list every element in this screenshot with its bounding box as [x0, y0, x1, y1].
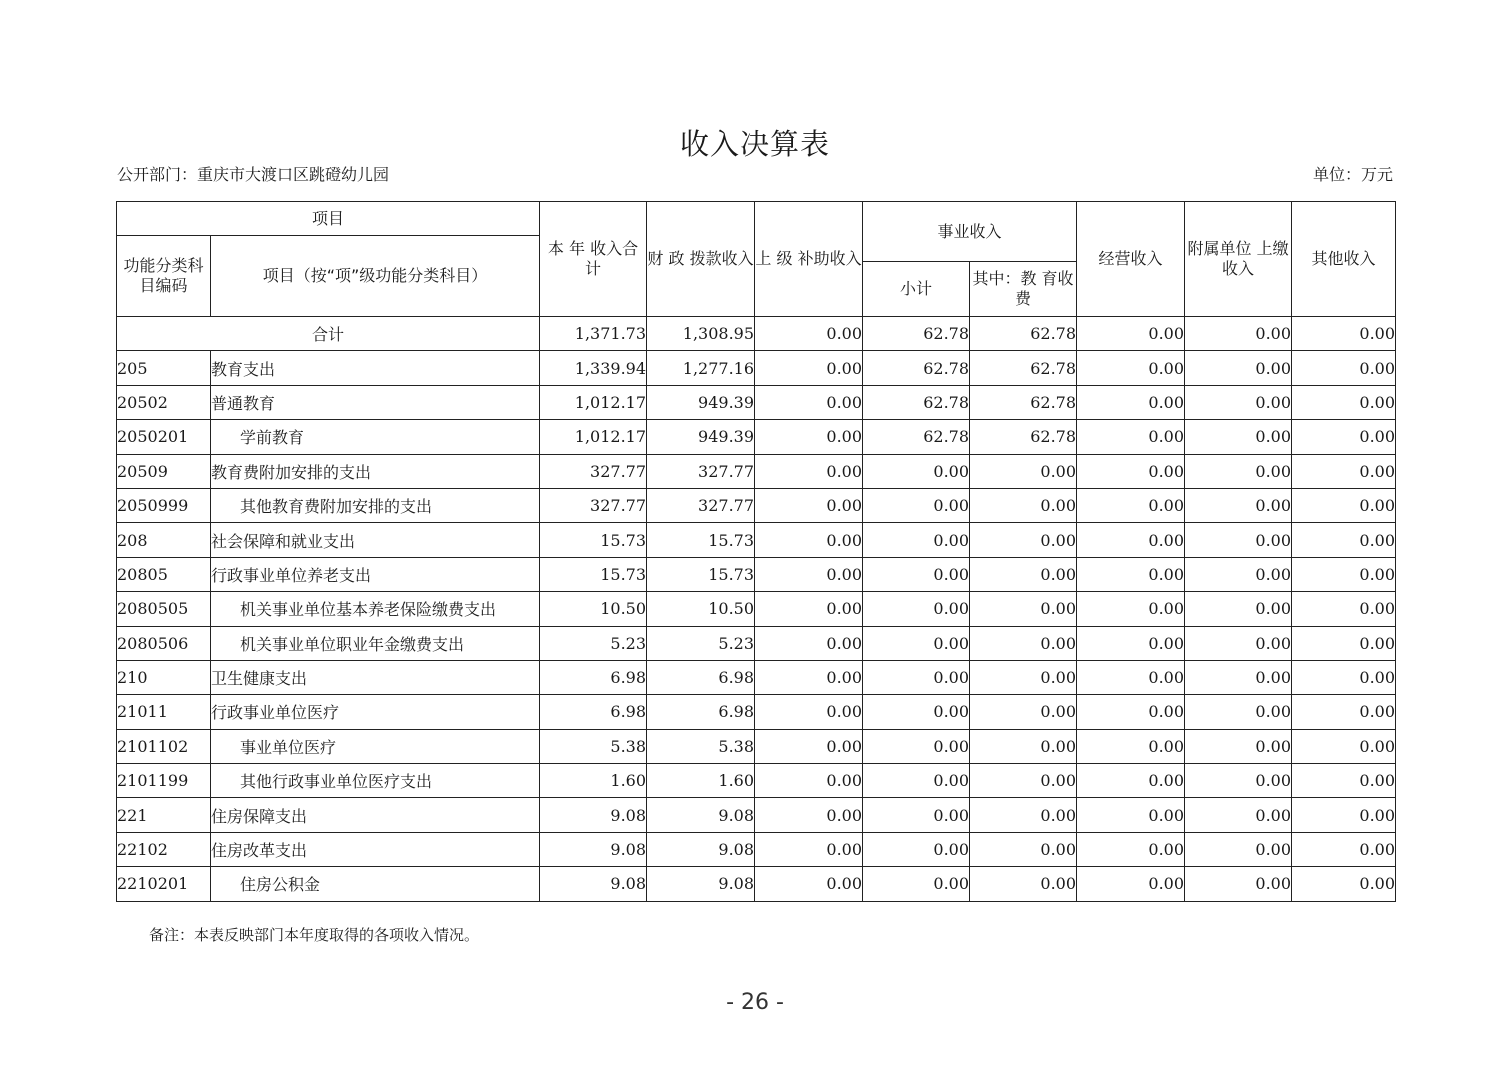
- table-row: [117, 695, 1396, 729]
- value-cell: 10.50: [540, 592, 647, 626]
- value-cell: 0.00: [1292, 798, 1396, 832]
- value-cell: 0.00: [970, 695, 1077, 729]
- value-cell: 0.00: [1185, 454, 1292, 488]
- value-cell: 0.00: [1185, 798, 1292, 832]
- function-code-cell: 210: [117, 660, 211, 694]
- value-cell: 9.08: [647, 832, 755, 866]
- value-cell: 0.00: [1185, 385, 1292, 419]
- value-cell: 0.00: [1185, 592, 1292, 626]
- function-code-cell: 221: [117, 798, 211, 832]
- value-cell: 0.00: [970, 523, 1077, 557]
- value-cell: 0.00: [863, 729, 970, 763]
- value-cell: 0.00: [863, 867, 970, 901]
- value-cell: 0.00: [970, 592, 1077, 626]
- value-cell: 0.00: [1185, 557, 1292, 591]
- value-cell: 0.00: [1077, 420, 1185, 454]
- value-cell: 6.98: [540, 660, 647, 694]
- item-name-cell: 机关事业单位职业年金缴费支出: [211, 626, 540, 660]
- function-code-cell: 20805: [117, 557, 211, 591]
- item-name-cell: 行政事业单位医疗: [211, 695, 540, 729]
- table-row: [117, 454, 1396, 488]
- header-subtotal: 小计: [863, 262, 970, 317]
- value-cell: 0.00: [1292, 592, 1396, 626]
- value-cell: 15.73: [647, 523, 755, 557]
- value-cell: 0.00: [755, 798, 863, 832]
- header-function-code: 功能分类科目编码: [117, 236, 211, 317]
- value-cell: 0.00: [755, 764, 863, 798]
- value-cell: 0.00: [1185, 626, 1292, 660]
- value-cell: 5.23: [647, 626, 755, 660]
- value-cell: 9.08: [540, 798, 647, 832]
- value-cell: 0.00: [863, 798, 970, 832]
- item-name-cell: 卫生健康支出: [211, 660, 540, 694]
- value-cell: 0.00: [970, 764, 1077, 798]
- value-cell: 0.00: [863, 695, 970, 729]
- value-cell: 1,012.17: [540, 420, 647, 454]
- header-item-name: 项目（按“项”级功能分类科目）: [211, 236, 540, 317]
- department-label: 公开部门：重庆市大渡口区跳磴幼儿园: [117, 165, 390, 184]
- value-cell: 0.00: [1292, 385, 1396, 419]
- function-code-cell: 205: [117, 351, 211, 385]
- item-name-cell: 住房改革支出: [211, 832, 540, 866]
- header-item-group: 项目: [117, 202, 540, 236]
- item-name-cell: 其他教育费附加安排的支出: [211, 488, 540, 522]
- value-cell: 0.00: [863, 523, 970, 557]
- value-cell: 0.00: [1077, 695, 1185, 729]
- value-cell: 0.00: [1185, 351, 1292, 385]
- item-name-cell: 住房公积金: [211, 867, 540, 901]
- value-cell: 0.00: [1077, 557, 1185, 591]
- item-name-cell: 机关事业单位基本养老保险缴费支出: [211, 592, 540, 626]
- value-cell: 0.00: [1185, 660, 1292, 694]
- value-cell: 9.08: [540, 867, 647, 901]
- total-label: 合计: [117, 317, 540, 351]
- value-cell: 0.00: [755, 832, 863, 866]
- value-cell: 0.00: [970, 488, 1077, 522]
- function-code-cell: 2050201: [117, 420, 211, 454]
- function-code-cell: 22102: [117, 832, 211, 866]
- value-cell: 0.00: [1292, 660, 1396, 694]
- total-value-cell: 1,308.95: [647, 317, 755, 351]
- value-cell: 0.00: [755, 867, 863, 901]
- table-row: [117, 351, 1396, 385]
- value-cell: 5.23: [540, 626, 647, 660]
- total-value-cell: 62.78: [970, 317, 1077, 351]
- table-row: [117, 488, 1396, 522]
- page-title: 收入决算表: [679, 127, 830, 161]
- item-name-cell: 普通教育: [211, 385, 540, 419]
- value-cell: 6.98: [540, 695, 647, 729]
- total-value-cell: 62.78: [863, 317, 970, 351]
- function-code-cell: 2210201: [117, 867, 211, 901]
- item-name-cell: 社会保障和就业支出: [211, 523, 540, 557]
- value-cell: 0.00: [970, 798, 1077, 832]
- value-cell: 0.00: [1077, 729, 1185, 763]
- function-code-cell: 2080506: [117, 626, 211, 660]
- value-cell: 0.00: [755, 660, 863, 694]
- value-cell: 0.00: [1292, 867, 1396, 901]
- value-cell: 0.00: [1077, 523, 1185, 557]
- value-cell: 0.00: [1077, 592, 1185, 626]
- value-cell: 0.00: [755, 557, 863, 591]
- value-cell: 1,277.16: [647, 351, 755, 385]
- value-cell: 0.00: [1292, 695, 1396, 729]
- value-cell: 327.77: [540, 454, 647, 488]
- total-value-cell: 0.00: [1077, 317, 1185, 351]
- value-cell: 15.73: [647, 557, 755, 591]
- value-cell: 0.00: [970, 729, 1077, 763]
- value-cell: 0.00: [755, 729, 863, 763]
- value-cell: 0.00: [1077, 764, 1185, 798]
- value-cell: 0.00: [1292, 351, 1396, 385]
- value-cell: 0.00: [755, 488, 863, 522]
- value-cell: 9.08: [647, 798, 755, 832]
- total-value-cell: 0.00: [755, 317, 863, 351]
- value-cell: 10.50: [647, 592, 755, 626]
- table-row: [117, 557, 1396, 591]
- function-code-cell: 21011: [117, 695, 211, 729]
- value-cell: 0.00: [863, 660, 970, 694]
- income-settlement-table: [116, 201, 1396, 902]
- function-code-cell: 2101102: [117, 729, 211, 763]
- value-cell: 0.00: [1077, 385, 1185, 419]
- footnote: 备注：本表反映部门本年度取得的各项收入情况。: [149, 926, 480, 944]
- value-cell: 0.00: [755, 454, 863, 488]
- value-cell: 6.98: [647, 695, 755, 729]
- value-cell: 0.00: [755, 420, 863, 454]
- unit-label: 单位：万元: [1312, 165, 1393, 184]
- table-row: [117, 660, 1396, 694]
- value-cell: 5.38: [647, 729, 755, 763]
- value-cell: 949.39: [647, 385, 755, 419]
- table-row: [117, 729, 1396, 763]
- value-cell: 9.08: [540, 832, 647, 866]
- value-cell: 0.00: [863, 488, 970, 522]
- value-cell: 0.00: [1077, 798, 1185, 832]
- item-name-cell: 其他行政事业单位医疗支出: [211, 764, 540, 798]
- table-row: [117, 523, 1396, 557]
- value-cell: 0.00: [1077, 626, 1185, 660]
- value-cell: 1.60: [647, 764, 755, 798]
- value-cell: 0.00: [1185, 488, 1292, 522]
- value-cell: 1.60: [540, 764, 647, 798]
- item-name-cell: 教育支出: [211, 351, 540, 385]
- value-cell: 0.00: [1292, 420, 1396, 454]
- value-cell: 0.00: [1077, 832, 1185, 866]
- value-cell: 0.00: [863, 626, 970, 660]
- value-cell: 62.78: [863, 351, 970, 385]
- value-cell: 0.00: [970, 557, 1077, 591]
- value-cell: 6.98: [647, 660, 755, 694]
- header-other-income: 其他收入: [1292, 202, 1396, 317]
- total-value-cell: 0.00: [1292, 317, 1396, 351]
- value-cell: 0.00: [755, 592, 863, 626]
- value-cell: 0.00: [863, 557, 970, 591]
- function-code-cell: 20509: [117, 454, 211, 488]
- value-cell: 0.00: [970, 832, 1077, 866]
- value-cell: 0.00: [1292, 488, 1396, 522]
- value-cell: 0.00: [1185, 764, 1292, 798]
- value-cell: 0.00: [970, 626, 1077, 660]
- function-code-cell: 208: [117, 523, 211, 557]
- table-row: [117, 420, 1396, 454]
- header-operating-income: 经营收入: [1077, 202, 1185, 317]
- header-fiscal-appropriation: 财 政 拨款收入: [647, 202, 755, 317]
- value-cell: 0.00: [1292, 832, 1396, 866]
- table-row: [117, 798, 1396, 832]
- value-cell: 0.00: [1185, 867, 1292, 901]
- value-cell: 15.73: [540, 557, 647, 591]
- value-cell: 0.00: [1292, 523, 1396, 557]
- value-cell: 0.00: [1185, 695, 1292, 729]
- value-cell: 0.00: [863, 592, 970, 626]
- header-superior-subsidy: 上 级 补助收入: [755, 202, 863, 317]
- value-cell: 9.08: [647, 867, 755, 901]
- table-row: [117, 385, 1396, 419]
- item-name-cell: 事业单位医疗: [211, 729, 540, 763]
- value-cell: 0.00: [1077, 660, 1185, 694]
- header-total-income: 本 年 收入合计: [540, 202, 647, 317]
- value-cell: 0.00: [970, 454, 1077, 488]
- value-cell: 0.00: [1292, 626, 1396, 660]
- total-value-cell: 0.00: [1185, 317, 1292, 351]
- value-cell: 0.00: [755, 626, 863, 660]
- value-cell: 0.00: [755, 385, 863, 419]
- table-row: [117, 626, 1396, 660]
- item-name-cell: 学前教育: [211, 420, 540, 454]
- item-name-cell: 住房保障支出: [211, 798, 540, 832]
- value-cell: 0.00: [1185, 832, 1292, 866]
- value-cell: 0.00: [1185, 420, 1292, 454]
- value-cell: 0.00: [970, 660, 1077, 694]
- value-cell: 0.00: [1185, 523, 1292, 557]
- total-value-cell: 1,371.73: [540, 317, 647, 351]
- value-cell: 0.00: [1077, 867, 1185, 901]
- value-cell: 0.00: [1292, 729, 1396, 763]
- function-code-cell: 2101199: [117, 764, 211, 798]
- value-cell: 62.78: [863, 385, 970, 419]
- table-row: [117, 764, 1396, 798]
- item-name-cell: 教育费附加安排的支出: [211, 454, 540, 488]
- value-cell: 62.78: [970, 351, 1077, 385]
- table-row: [117, 832, 1396, 866]
- value-cell: 0.00: [755, 523, 863, 557]
- value-cell: 0.00: [1077, 351, 1185, 385]
- value-cell: 5.38: [540, 729, 647, 763]
- value-cell: 0.00: [863, 764, 970, 798]
- function-code-cell: 2050999: [117, 488, 211, 522]
- value-cell: 1,012.17: [540, 385, 647, 419]
- function-code-cell: 2080505: [117, 592, 211, 626]
- header-affiliated-income: 附属单位 上缴收入: [1185, 202, 1292, 317]
- value-cell: 327.77: [647, 488, 755, 522]
- value-cell: 0.00: [1292, 557, 1396, 591]
- value-cell: 62.78: [970, 385, 1077, 419]
- table-row: [117, 592, 1396, 626]
- value-cell: 62.78: [863, 420, 970, 454]
- value-cell: 327.77: [540, 488, 647, 522]
- value-cell: 0.00: [755, 351, 863, 385]
- value-cell: 0.00: [970, 867, 1077, 901]
- value-cell: 15.73: [540, 523, 647, 557]
- value-cell: 0.00: [755, 695, 863, 729]
- value-cell: 0.00: [1292, 454, 1396, 488]
- header-business-income: 事业收入: [863, 202, 1077, 262]
- header-education-fee: 其中：教 育收费: [970, 262, 1077, 317]
- function-code-cell: 20502: [117, 385, 211, 419]
- table-row: [117, 867, 1396, 901]
- page-number: - 26 -: [726, 990, 784, 1015]
- value-cell: 62.78: [970, 420, 1077, 454]
- item-name-cell: 行政事业单位养老支出: [211, 557, 540, 591]
- value-cell: 0.00: [1292, 764, 1396, 798]
- total-row: [117, 317, 1396, 351]
- value-cell: 0.00: [1077, 488, 1185, 522]
- value-cell: 949.39: [647, 420, 755, 454]
- value-cell: 1,339.94: [540, 351, 647, 385]
- value-cell: 0.00: [863, 832, 970, 866]
- value-cell: 0.00: [1077, 454, 1185, 488]
- value-cell: 0.00: [863, 454, 970, 488]
- value-cell: 0.00: [1185, 729, 1292, 763]
- value-cell: 327.77: [647, 454, 755, 488]
